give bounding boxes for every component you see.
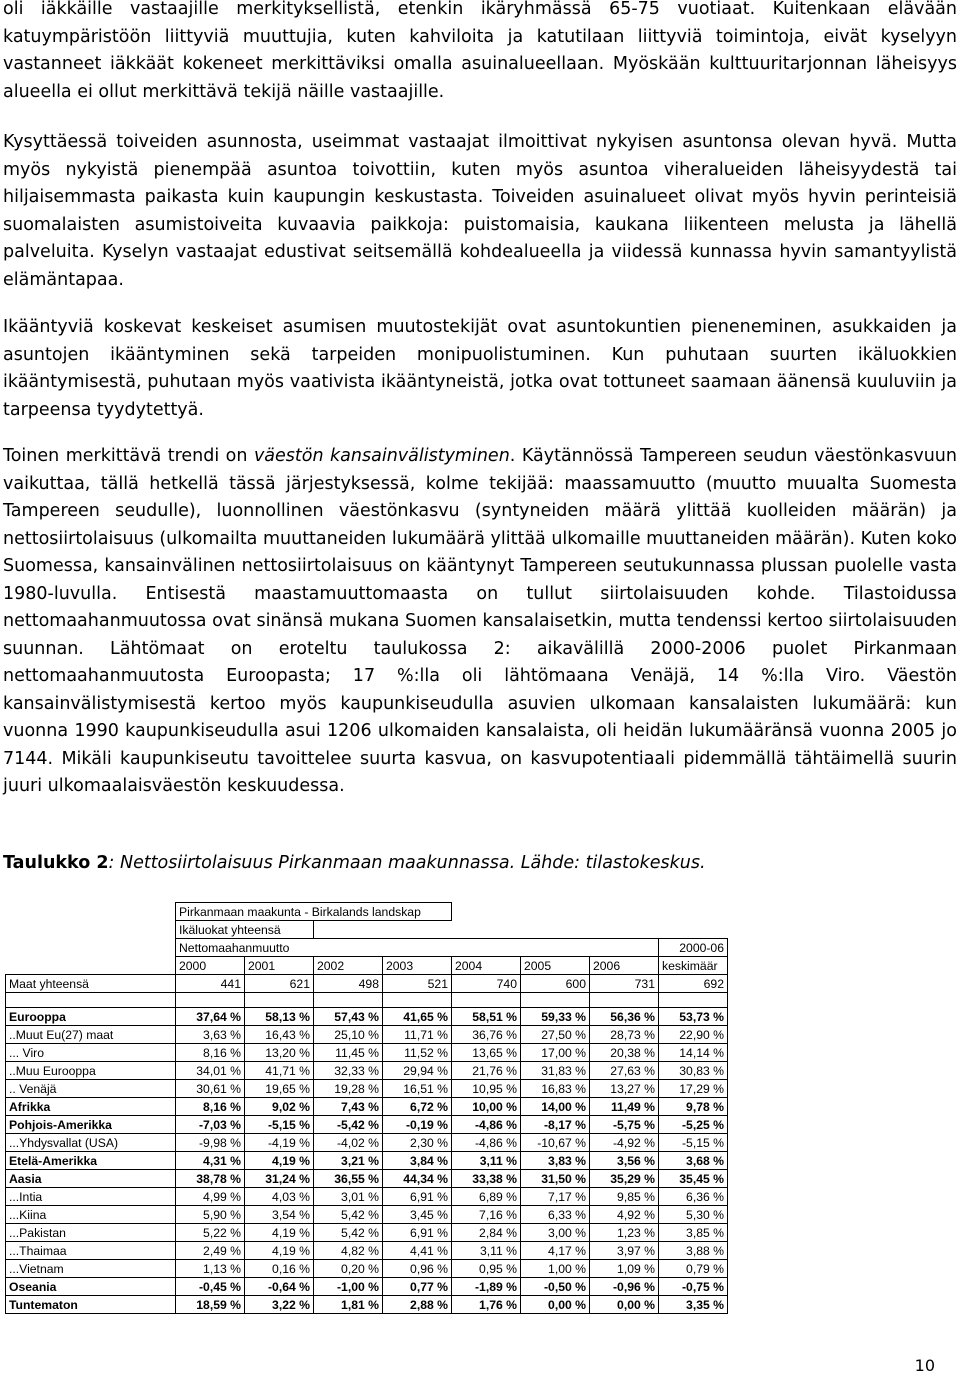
table-cell: 1,09 % (590, 1260, 659, 1278)
table-cell: 20,38 % (590, 1044, 659, 1062)
table-empty-cell (452, 993, 521, 1008)
table-cell: 6,36 % (659, 1188, 728, 1206)
table-row (6, 1080, 728, 1098)
table-row (6, 1026, 728, 1044)
table-cell: 6,91 % (383, 1188, 452, 1206)
table-cell: 692 (659, 975, 728, 993)
table-row-label: Aasia (6, 1170, 176, 1188)
table-row-label: ...Vietnam (6, 1260, 176, 1278)
table-cell: 8,16 % (176, 1044, 245, 1062)
table-cell: 16,83 % (521, 1080, 590, 1098)
table-row-label: ..Muut Eu(27) maat (6, 1026, 176, 1044)
table-cell: 18,59 % (176, 1296, 245, 1314)
table-cell: 31,50 % (521, 1170, 590, 1188)
table-row-label: ... Viro (6, 1044, 176, 1062)
table-cell: 11,71 % (383, 1026, 452, 1044)
table-cell: 3,97 % (590, 1242, 659, 1260)
table-cell: 27,63 % (590, 1062, 659, 1080)
table-cell: 31,83 % (521, 1062, 590, 1080)
table-cell: 4,19 % (245, 1224, 314, 1242)
table-cell: -0,96 % (590, 1278, 659, 1296)
table-cell: 11,52 % (383, 1044, 452, 1062)
table-cell: 16,43 % (245, 1026, 314, 1044)
table-cell: 3,11 % (452, 1152, 521, 1170)
table-cell: 3,54 % (245, 1206, 314, 1224)
table-year-cell: 2000 (176, 957, 245, 975)
table-cell: 0,00 % (590, 1296, 659, 1314)
table-cell: 2,88 % (383, 1296, 452, 1314)
table-cell: -1,00 % (314, 1278, 383, 1296)
table-cell: -0,19 % (383, 1116, 452, 1134)
table-cell: 16,51 % (383, 1080, 452, 1098)
table-cell: 19,65 % (245, 1080, 314, 1098)
table-row (6, 1098, 728, 1116)
table-caption-label: Taulukko 2 (3, 853, 109, 873)
table-row-label: ...Yhdysvallat (USA) (6, 1134, 176, 1152)
table-row (6, 1278, 728, 1296)
table-cell: 5,42 % (314, 1224, 383, 1242)
table-row-label: ...Kiina (6, 1206, 176, 1224)
table-cell: -5,15 % (245, 1116, 314, 1134)
table-cell: 4,82 % (314, 1242, 383, 1260)
table-cell: 1,76 % (452, 1296, 521, 1314)
table-empty-cell (590, 993, 659, 1008)
table-cell: 0,95 % (452, 1260, 521, 1278)
table-cell: 3,88 % (659, 1242, 728, 1260)
table-row (6, 1008, 728, 1026)
table-row-label: ..Muu Eurooppa (6, 1062, 176, 1080)
table-row-label: Oseania (6, 1278, 176, 1296)
table-row (6, 1296, 728, 1314)
table-cell: -8,17 % (521, 1116, 590, 1134)
table-cell: 35,45 % (659, 1170, 728, 1188)
table-row-label: Afrikka (6, 1098, 176, 1116)
table-caption-text: : Nettosiirtolaisuus Pirkanmaan maakunnassa. Lähde: tilastokeskus. (108, 853, 706, 873)
table-empty-cell (314, 993, 383, 1008)
table-cell: 27,50 % (521, 1026, 590, 1044)
table-cell: 731 (590, 975, 659, 993)
table-year-cell: 2003 (383, 957, 452, 975)
table-row-label: ...Pakistan (6, 1224, 176, 1242)
table-cell: 3,11 % (452, 1242, 521, 1260)
table-cell: 4,92 % (590, 1206, 659, 1224)
table-header-row (6, 939, 728, 957)
table-row (6, 1224, 728, 1242)
table-cell: 29,94 % (383, 1062, 452, 1080)
table-cell: 600 (521, 975, 590, 993)
table-cell: 3,22 % (245, 1296, 314, 1314)
table-cell: 4,19 % (245, 1242, 314, 1260)
table-cell: 41,65 % (383, 1008, 452, 1026)
table-cell: 4,17 % (521, 1242, 590, 1260)
table-cell: -7,03 % (176, 1116, 245, 1134)
table-row (6, 1242, 728, 1260)
migration-table (5, 902, 728, 1314)
table-year-cell: 2006 (590, 957, 659, 975)
table-cell: 441 (176, 975, 245, 993)
table-cell: 36,55 % (314, 1170, 383, 1188)
table-cell: 17,00 % (521, 1044, 590, 1062)
table-cell: 9,02 % (245, 1098, 314, 1116)
table-row (6, 1188, 728, 1206)
table-empty-cell (521, 993, 590, 1008)
table-cell: 10,95 % (452, 1080, 521, 1098)
table-cell: 30,61 % (176, 1080, 245, 1098)
table-row (6, 1116, 728, 1134)
table-cell: 4,03 % (245, 1188, 314, 1206)
table-cell: 14,14 % (659, 1044, 728, 1062)
table-cell: 5,90 % (176, 1206, 245, 1224)
table-cell: 6,72 % (383, 1098, 452, 1116)
table-cell: 3,45 % (383, 1206, 452, 1224)
table-cell: 25,10 % (314, 1026, 383, 1044)
table-cell: 3,83 % (521, 1152, 590, 1170)
table-cell: 521 (383, 975, 452, 993)
table-empty-cell (314, 939, 659, 957)
table-year-cell: 2004 (452, 957, 521, 975)
table-cell: -9,98 % (176, 1134, 245, 1152)
table-cell: 3,56 % (590, 1152, 659, 1170)
table-cell: -0,64 % (245, 1278, 314, 1296)
table-cell: -5,42 % (314, 1116, 383, 1134)
table-cell: -4,02 % (314, 1134, 383, 1152)
table-cell: 35,29 % (590, 1170, 659, 1188)
table-header-migration: Nettomaahanmuutto (176, 939, 314, 957)
paragraph-4-text-after: . Käytännössä Tampereen seudun väestönkasvuun vaikuttaa, tällä hetkellä tässä järjestyksessä, kolme tekijää: maassamuutto (muutto muualta Suomesta Tampereen seudulle), luonnollinen väestönkasvu (syntyneiden määrä ylittää kuolleiden määrän) ja nettosiirtolaisuus (ulkomailta muuttaneiden lukumäärä ylittää ulkomaille muuttaneiden määrän). Kuten koko Suomessa, kansainvälinen nettosiirtolaisuus on kääntynyt Tampereen seutukunnassa plussan puolelle vasta 1980-luvulla. Entisestä maastamuuttomaasta on tullut siirtolaisuuden kohde. Tilastoidussa nettomaahanmuutossa ovat sinänsä mukana Suomen kansalaisetkin, mutta tendenssi kertoo siirtolaisuuden suunnan. Lähtömaat on eroteltu taulukossa 2: aikavälillä 2000-2006 puolet Pirkanmaan nettomaahanmuutosta Euroopasta; 17 %:lla oli lähtömaana Venäjä, 14 %:lla Viro. Väestön kansainvälistymisestä kertoo myös kaupunkiseudulla asuvien ulkomaan kansalaisten lukumäärä: kun vuonna 1990 kaupunkiseudulla asui 1206 ulkomaiden kansalaista, oli heidän lukumääränsä vuonna 2005 jo 7144. Mikäli kaupunkiseutu tavoittelee suurta kasvua, on kasvupotentiaali pidemmällä tähtäimellä suurin juuri ulkomaalaisväestön keskuudessa. (3, 446, 957, 796)
paragraph-4 (3, 443, 957, 801)
table-cell: 7,16 % (452, 1206, 521, 1224)
table-cell: 17,29 % (659, 1080, 728, 1098)
table-cell: -4,19 % (245, 1134, 314, 1152)
table-year-cell: 2005 (521, 957, 590, 975)
table-cell: -0,75 % (659, 1278, 728, 1296)
paragraph-2: Kysyttäessä toiveiden asunnosta, useimmat vastaajat ilmoittivat nykyisen asuntonsa olevan hyvä. Mutta myös nykyistä pienempää asuntoa toivottiin, kuten myös asuntoa viheralueiden läheisyydestä tai hiljaisemmasta paikasta kuin kaupungin keskustasta. Toiveiden asuinalueet olivat myös hyvin perinteisiä suomalaisten asumistoiveita kuvaavia paikkoja: puistomaisia, kaukana liikenteen melusta ja lähellä palveluita. Kyselyn vastaajat edustivat seitsemällä kohdealueella ja viidessä kunnassa hyvin samantyylistä elämäntapaa. (3, 132, 957, 290)
table-row-label: Etelä-Amerikka (6, 1152, 176, 1170)
table-cell: 53,73 % (659, 1008, 728, 1026)
table-spacer-row (6, 993, 728, 1008)
table-cell: 32,33 % (314, 1062, 383, 1080)
table-cell: -10,67 % (521, 1134, 590, 1152)
table-total-row (6, 975, 728, 993)
table-cell: 2,30 % (383, 1134, 452, 1152)
table-cell: 19,28 % (314, 1080, 383, 1098)
table-years-row (6, 957, 728, 975)
table-row-label: Eurooppa (6, 1008, 176, 1026)
table-cell: 57,43 % (314, 1008, 383, 1026)
table-cell: 38,78 % (176, 1170, 245, 1188)
table-cell: 0,79 % (659, 1260, 728, 1278)
table-caption (3, 850, 706, 877)
table-cell: 44,34 % (383, 1170, 452, 1188)
table-cell: 1,13 % (176, 1260, 245, 1278)
table-empty-cell (659, 993, 728, 1008)
table-empty-cell (314, 921, 728, 939)
table-cell: -1,89 % (452, 1278, 521, 1296)
table-empty-cell (176, 993, 245, 1008)
table-cell: 1,81 % (314, 1296, 383, 1314)
table-row-label: ...Thaimaa (6, 1242, 176, 1260)
table-cell: 13,65 % (452, 1044, 521, 1062)
table-cell: 41,71 % (245, 1062, 314, 1080)
table-cell: 4,99 % (176, 1188, 245, 1206)
table-cell: 4,41 % (383, 1242, 452, 1260)
table-cell: 0,20 % (314, 1260, 383, 1278)
table-row-label: Tuntematon (6, 1296, 176, 1314)
table-cell: 3,85 % (659, 1224, 728, 1242)
table-header-row (6, 921, 728, 939)
table-corner-cell (6, 903, 176, 921)
table-cell: 37,64 % (176, 1008, 245, 1026)
table-cell: 2,49 % (176, 1242, 245, 1260)
table-cell: 14,00 % (521, 1098, 590, 1116)
table-year-cell: keskimäär (659, 957, 728, 975)
table-header-row (6, 903, 728, 921)
table-cell: 13,20 % (245, 1044, 314, 1062)
table-header-region: Pirkanmaan maakunta - Birkalands landskap (176, 903, 452, 921)
table-cell: 31,24 % (245, 1170, 314, 1188)
table-cell: 58,13 % (245, 1008, 314, 1026)
table-cell: 11,45 % (314, 1044, 383, 1062)
table-cell: 11,49 % (590, 1098, 659, 1116)
table-cell: 740 (452, 975, 521, 993)
table-cell: 1,23 % (590, 1224, 659, 1242)
table-row-label: ...Intia (6, 1188, 176, 1206)
table-cell: 22,90 % (659, 1026, 728, 1044)
paragraph-4-text-before: Toinen merkittävä trendi on (3, 446, 254, 466)
table-header-age: Ikäluokat yhteensä (176, 921, 314, 939)
table-corner-cell (6, 939, 176, 957)
table-empty-cell (383, 993, 452, 1008)
table-cell: 56,36 % (590, 1008, 659, 1026)
paragraph-3: Ikääntyviä koskevat keskeiset asumisen muutostekijät ovat asuntokuntien pieneneminen, asukkaiden ja asuntojen ikääntyminen sekä tarpeiden monipuolistuminen. Kun puhutaan suurten ikäluokkien ikääntymisestä, puhutaan myös vaativista ikääntyneistä, jotka ovat tottuneet saamaan äänensä kuuluviin ja tarpeensa tyydytettyä. (3, 317, 957, 420)
table-cell: 13,27 % (590, 1080, 659, 1098)
table-header-period: 2000-06 (659, 939, 728, 957)
table-cell: 3,68 % (659, 1152, 728, 1170)
table-cell: 3,21 % (314, 1152, 383, 1170)
table-cell: 0,77 % (383, 1278, 452, 1296)
table-cell: 10,00 % (452, 1098, 521, 1116)
table-cell: 59,33 % (521, 1008, 590, 1026)
table-cell: 9,85 % (590, 1188, 659, 1206)
paragraph-1: oli iäkkäille vastaajille merkityksellistä, etenkin ikäryhmässä 65-75 vuotiaat. Kuitenkaan elävään katuympäristöön liittyviä muuttujia, kuten kahviloita ja katutilaan liittyviä toimintoja, eivät kyselyyn vastanneet iäkkäät kokeneet merkittäviksi omalla asuinalueellaan. Myöskään kulttuuritarjonnan läheisyys alueella ei ollut merkittävä tekijä näille vastaajille. (3, 0, 957, 102)
table-row (6, 1134, 728, 1152)
table-cell: 5,22 % (176, 1224, 245, 1242)
table-row-label: Maat yhteensä (6, 975, 176, 993)
table-cell: 34,01 % (176, 1062, 245, 1080)
table-corner-cell (6, 957, 176, 975)
table-cell: 6,89 % (452, 1188, 521, 1206)
table-cell: 3,00 % (521, 1224, 590, 1242)
table-cell: 1,00 % (521, 1260, 590, 1278)
table-cell: 3,35 % (659, 1296, 728, 1314)
table-cell: 621 (245, 975, 314, 993)
table-cell: -4,86 % (452, 1116, 521, 1134)
table-cell: 7,43 % (314, 1098, 383, 1116)
table-row (6, 1206, 728, 1224)
table-cell: 498 (314, 975, 383, 993)
table-cell: 2,84 % (452, 1224, 521, 1242)
table-cell: -5,75 % (590, 1116, 659, 1134)
table-row-label: Pohjois-Amerikka (6, 1116, 176, 1134)
table-cell: 9,78 % (659, 1098, 728, 1116)
table-cell: 0,16 % (245, 1260, 314, 1278)
table-year-cell: 2002 (314, 957, 383, 975)
table-cell: 3,01 % (314, 1188, 383, 1206)
table-cell: 33,38 % (452, 1170, 521, 1188)
table-cell: 4,31 % (176, 1152, 245, 1170)
table-cell: 4,19 % (245, 1152, 314, 1170)
table-cell: 0,96 % (383, 1260, 452, 1278)
table-cell: 5,30 % (659, 1206, 728, 1224)
table-corner-cell (6, 921, 176, 939)
table-cell: -0,50 % (521, 1278, 590, 1296)
table-cell: 36,76 % (452, 1026, 521, 1044)
paragraph-4-italic: väestön kansainvälistyminen (253, 446, 510, 466)
table-cell: 6,91 % (383, 1224, 452, 1242)
table-row (6, 1152, 728, 1170)
table-cell: 30,83 % (659, 1062, 728, 1080)
table-row (6, 1062, 728, 1080)
table-row (6, 1170, 728, 1188)
table-cell: 21,76 % (452, 1062, 521, 1080)
table-cell: 6,33 % (521, 1206, 590, 1224)
table-cell: 58,51 % (452, 1008, 521, 1026)
table-cell: -5,25 % (659, 1116, 728, 1134)
table-cell: 8,16 % (176, 1098, 245, 1116)
table-empty-cell (245, 993, 314, 1008)
table-cell: -5,15 % (659, 1134, 728, 1152)
table-cell: 28,73 % (590, 1026, 659, 1044)
table-row (6, 1044, 728, 1062)
table-cell: 3,84 % (383, 1152, 452, 1170)
table-cell: -4,92 % (590, 1134, 659, 1152)
table-cell: 3,63 % (176, 1026, 245, 1044)
table-empty-cell (6, 993, 176, 1008)
table-year-cell: 2001 (245, 957, 314, 975)
table-row (6, 1260, 728, 1278)
table-cell: 0,00 % (521, 1296, 590, 1314)
page-number: 10 (914, 1356, 935, 1375)
table-row-label: .. Venäjä (6, 1080, 176, 1098)
table-cell: 7,17 % (521, 1188, 590, 1206)
table-cell: -0,45 % (176, 1278, 245, 1296)
table-cell: -4,86 % (452, 1134, 521, 1152)
table-cell: 5,42 % (314, 1206, 383, 1224)
table-empty-cell (452, 903, 728, 921)
